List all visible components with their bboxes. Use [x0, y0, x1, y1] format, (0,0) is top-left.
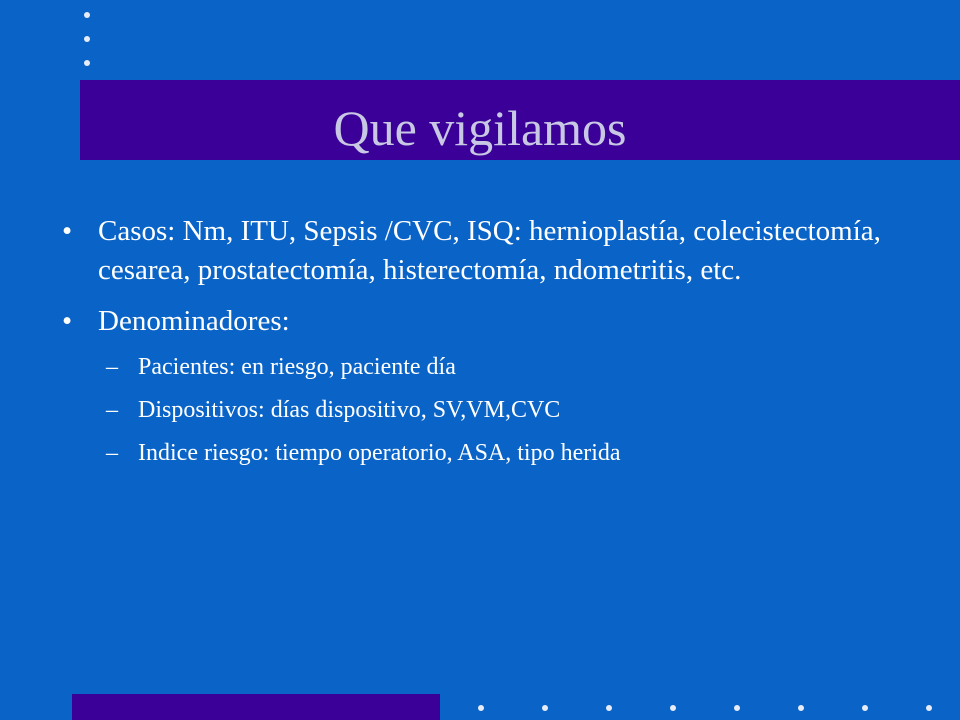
slide-title: Que vigilamos	[333, 100, 627, 156]
dot-icon	[542, 705, 548, 711]
bullet-text: Denominadores:	[98, 305, 290, 337]
dot-icon	[84, 60, 90, 66]
sub-item-text: Pacientes: en riesgo, paciente día	[138, 354, 456, 380]
dash-mark-icon: –	[106, 440, 118, 466]
sub-item-pacientes	[62, 353, 922, 382]
dot-icon	[84, 12, 90, 18]
bullet-mark-icon: •	[62, 215, 73, 247]
bullet-item-denominadores	[62, 302, 922, 341]
bullet-item-casos	[62, 212, 922, 290]
sub-item-indice-riesgo	[62, 439, 922, 468]
dot-icon	[606, 705, 612, 711]
dot-icon	[798, 705, 804, 711]
bullet-text: Casos: Nm, ITU, Sepsis /CVC, ISQ: hernioplastía, colecistectomía, cesarea, prostatectomía, histerectomía, ndometritis, etc.	[98, 215, 881, 286]
sub-item-text: Dispositivos: días dispositivo, SV,VM,CVC	[138, 397, 561, 423]
bullet-mark-icon: •	[62, 305, 73, 337]
dot-icon	[670, 705, 676, 711]
dot-icon	[84, 36, 90, 42]
dash-mark-icon: –	[106, 397, 118, 423]
dot-icon	[734, 705, 740, 711]
dot-icon	[478, 705, 484, 711]
decorative-dots-top	[84, 12, 96, 72]
dot-icon	[926, 705, 932, 711]
dot-icon	[862, 705, 868, 711]
dash-mark-icon: –	[106, 354, 118, 380]
footer-bar	[72, 694, 440, 720]
decorative-dots-bottom	[472, 705, 960, 715]
sub-item-dispositivos	[62, 396, 922, 425]
sub-item-text: Indice riesgo: tiempo operatorio, ASA, tipo herida	[138, 440, 621, 466]
slide-content	[62, 212, 922, 482]
